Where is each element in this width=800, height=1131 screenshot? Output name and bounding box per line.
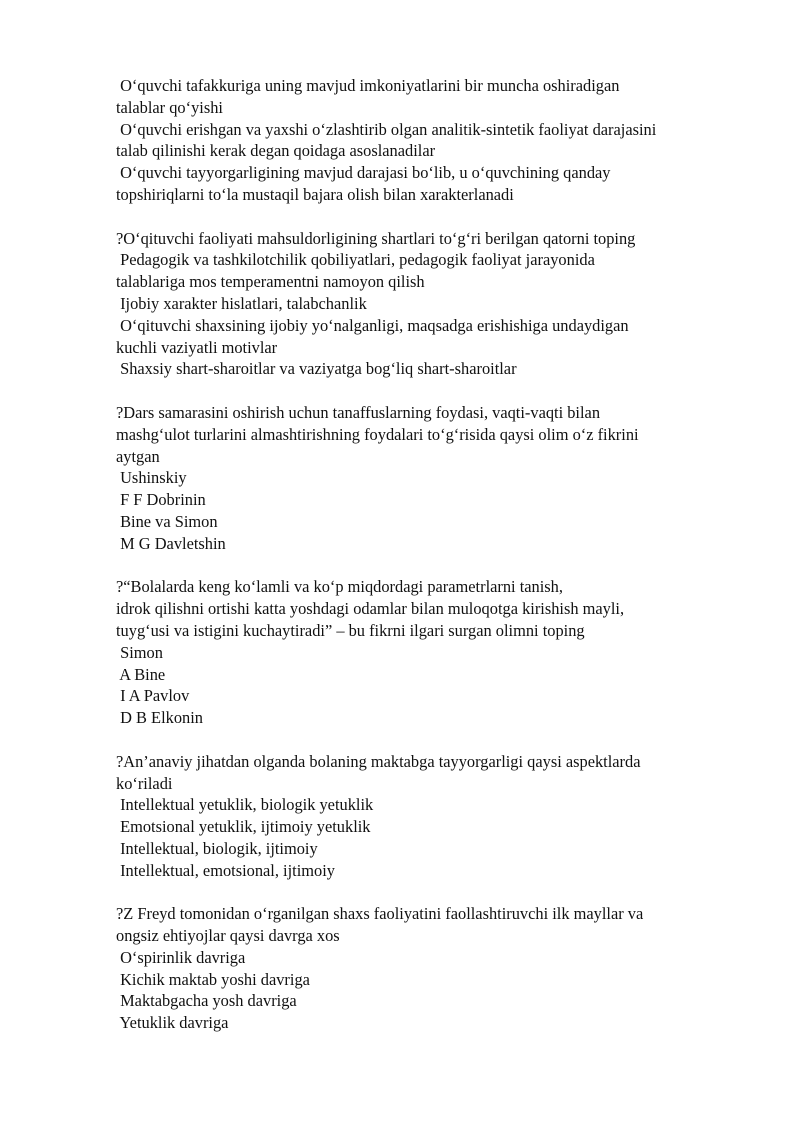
answer-option: O‘quvchi tayyorgarligining mavjud darajasi bo‘lib, u o‘quvchining qanday topshiriqlarni to‘la mustaqil bajara olish bilan xarakterlanadi <box>116 163 611 204</box>
answer-option: Intellektual, emotsional, ijtimoiy <box>116 860 335 880</box>
answer-option: Yetuklik davriga <box>116 1013 229 1033</box>
answer-option: Ijobiy xarakter hislatlari, talabchanlik <box>116 293 367 313</box>
answer-option: Bine va Simon <box>116 511 218 531</box>
answer-option: D B Elkonin <box>116 708 203 728</box>
question-text: ?An’anaviy jihatdan olganda bolaning maktabga tayyorgarligi qaysi aspektlarda ko‘riladi <box>116 751 641 793</box>
answer-option: Pedagogik va tashkilotchilik qobiliyatlari, pedagogik faoliyat jarayonida talablariga mos temperamentni namoyon qilish <box>116 250 595 292</box>
answer-option: A Bine <box>116 664 166 684</box>
answer-option: O‘quvchi tafakkuriga uning mavjud imkoniyatlarini bir muncha oshiradigan talablar qo‘yishi <box>116 76 620 117</box>
question-block-4 <box>116 576 756 729</box>
question-block-1 <box>116 75 756 206</box>
answer-option: Intellektual yetuklik, biologik yetuklik <box>116 795 374 815</box>
question-block-2 <box>116 228 756 381</box>
answer-option: Kichik maktab yoshi davriga <box>116 969 310 989</box>
answer-option: Shaxsiy shart-sharoitlar va vaziyatga bog‘liq shart-sharoitlar <box>116 359 517 379</box>
answer-option: Intellektual, biologik, ijtimoiy <box>116 838 318 858</box>
question-text: ?O‘qituvchi faoliyati mahsuldorligining shartlari to‘g‘ri berilgan qatorni toping <box>116 228 636 248</box>
answer-option: F F Dobrinin <box>116 490 206 510</box>
question-text: ?Dars samarasini oshirish uchun tanaffuslarning foydasi, vaqti-vaqti bilan mashg‘ulot turlarini almashtirishning foydalari to‘g‘risida qaysi olim o‘z fikrini aytgan <box>116 402 639 466</box>
answer-option: O‘qituvchi shaxsining ijobiy yo‘nalganligi, maqsadga erishishiga undaydigan kuchli vaziyatli motivlar <box>116 315 629 357</box>
document-page <box>116 75 756 1056</box>
question-block-5 <box>116 751 756 882</box>
question-block-3 <box>116 402 756 555</box>
answer-option: Maktabgacha yosh davriga <box>116 991 297 1011</box>
answer-option: Emotsional yetuklik, ijtimoiy yetuklik <box>116 817 371 837</box>
answer-option: O‘spirinlik davriga <box>116 947 246 967</box>
question-text: ?Z Freyd tomonidan o‘rganilgan shaxs faoliyatini faollashtiruvchi ilk mayllar va ongsiz ehtiyojlar qaysi davrga xos <box>116 904 644 946</box>
answer-option: M G Davletshin <box>116 533 226 553</box>
question-block-6 <box>116 903 756 1034</box>
question-text: ?“Bolalarda keng ko‘lamli va ko‘p miqdordagi parametrlarni tanish, idrok qilishni ortishi katta yoshdagi odamlar bilan muloqotga kirishish mayli, tuyg‘usi va istigini kuchaytiradi” – bu fikrni ilgari surgan olimni toping <box>116 577 625 640</box>
answer-option: O‘quvchi erishgan va yaxshi o‘zlashtirib olgan analitik-sintetik faoliyat darajasini talab qilinishi kerak degan qoidaga asoslanadilar <box>116 119 657 161</box>
answer-option: I A Pavlov <box>116 686 190 706</box>
answer-option: Ushinskiy <box>116 468 187 488</box>
answer-option: Simon <box>116 642 163 662</box>
